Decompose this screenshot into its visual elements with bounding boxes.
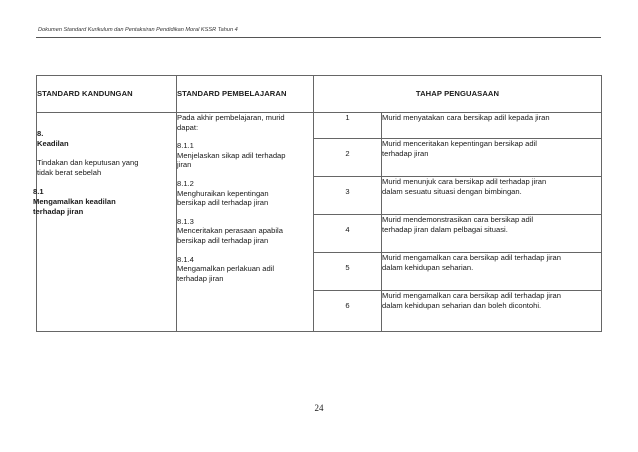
pembelajaran-item: 8.1.2 Menghuraikan kepentingan bersikap adil terhadap jiran <box>177 178 269 208</box>
header-standard-pembelajaran: STANDARD PEMBELAJARAN <box>177 76 314 113</box>
table-header-row <box>37 76 602 113</box>
kandungan-sub-line1: Mengamalkan keadilan <box>33 196 116 206</box>
pembelajaran-item: 8.1.1 Menjelaskan sikap adil terhadap jiran <box>177 141 286 170</box>
kandungan-sub-number: 8.1 <box>33 187 44 197</box>
tahap-description: Murid mengamalkan cara bersikap adil terhadap jiran dalam kehidupan seharian. <box>382 253 602 291</box>
tahap-level: 6 <box>314 291 382 332</box>
kandungan-sub-line2: terhadap jiran <box>33 206 84 216</box>
tahap-description: Murid menyatakan cara bersikap adil kepada jiran <box>382 113 602 139</box>
tahap-description: Murid menceritakan kepentingan bersikap adil terhadap jiran <box>382 139 602 177</box>
page-number: 24 <box>314 403 324 413</box>
tahap-description: Murid menunjuk cara bersikap adil terhadap jiran dalam sesuatu situasi dengan bimbingan. <box>382 177 602 215</box>
kandungan-number: 8. <box>37 129 44 138</box>
tahap-level: 5 <box>314 253 382 291</box>
kandungan-desc-line2: tidak berat sebelah <box>37 167 102 177</box>
tahap-level: 3 <box>314 177 382 215</box>
pembelajaran-intro-line2: dapat: <box>177 122 199 132</box>
pembelajaran-cell <box>177 113 314 332</box>
tahap-level: 2 <box>314 139 382 177</box>
document-header-title: Dokumen Standard Kurikulum dan Pentaksiran Pendidikan Moral KSSR Tahun 4 <box>38 27 238 33</box>
kandungan-desc-line1: Tindakan dan keputusan yang <box>37 158 139 168</box>
tahap-level: 4 <box>314 215 382 253</box>
pembelajaran-item: 8.1.4 Mengamalkan perlakuan adil terhadap jiran <box>177 254 275 283</box>
standards-table <box>33 75 602 332</box>
tahap-description: Murid mendemonstrasikan cara bersikap adil terhadap jiran dalam pelbagai situasi. <box>382 215 602 253</box>
header-tahap-penguasaan: TAHAP PENGUASAAN <box>314 76 602 113</box>
pembelajaran-item: 8.1.3 Menceritakan perasaan apabila bersikap adil terhadap jiran <box>177 216 283 245</box>
tahap-level: 1 <box>314 113 382 139</box>
kandungan-cell <box>33 113 177 332</box>
header-standard-kandungan: STANDARD KANDUNGAN <box>37 76 177 113</box>
tahap-description: Murid mengamalkan cara bersikap adil terhadap jiran dalam kehidupan seharian dan boleh dicontohi. <box>382 291 602 332</box>
header-divider <box>36 37 601 38</box>
table-row <box>37 113 602 139</box>
kandungan-title: Keadilan <box>37 138 69 148</box>
pembelajaran-intro-line1: Pada akhir pembelajaran, murid <box>177 113 285 122</box>
